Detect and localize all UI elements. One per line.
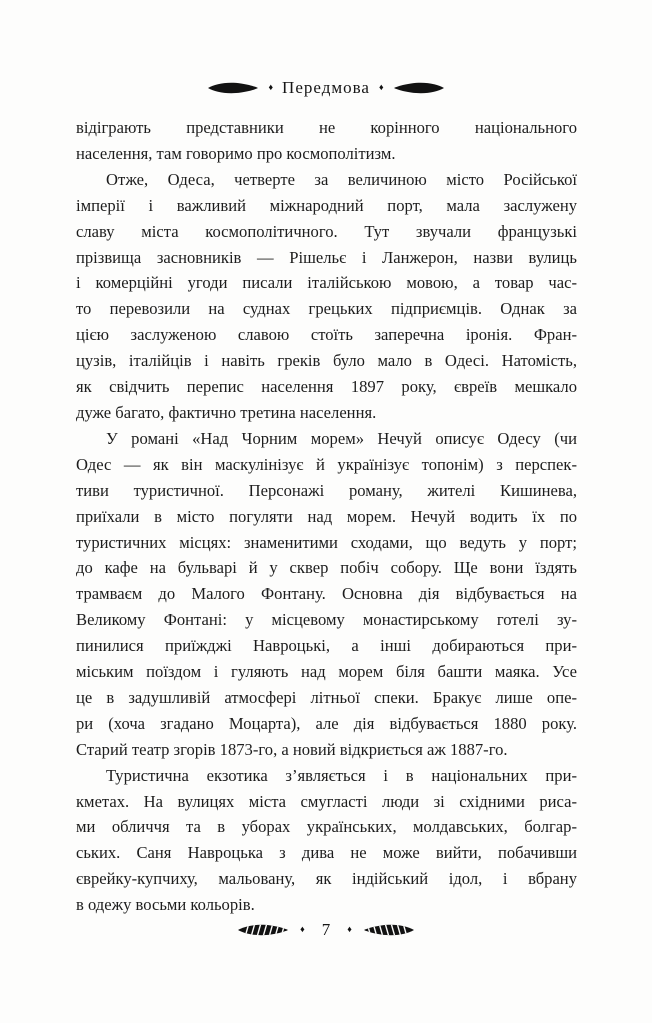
text-line: і комерційні угоди писали італійською мовою, а товар час- (76, 273, 577, 293)
leaf-icon (207, 81, 259, 95)
diamond-ornament: ♦ (347, 923, 352, 934)
text-line: Старий театр згорів 1873-го, а новий відкриється аж 1887-го. (76, 739, 508, 759)
text-line: міським поїздом і гуляють над морем біля башти маяка. Усе (76, 662, 577, 682)
body-text (76, 115, 577, 918)
text-line: Туристична екзотика з’являється і в національних при- (106, 765, 577, 785)
striped-leaf-icon (363, 923, 415, 937)
text-line: пинилися приїжджі Навроцькі, а інші добираються при- (76, 636, 577, 656)
text-line: ських. Саня Навроцька з дива не може вийти, побачивши (76, 843, 577, 863)
striped-leaf-ornament-left (237, 923, 289, 937)
text-line: туристичних місцях: знаменитими сходами, що ведуть у порт; (76, 532, 577, 552)
text-line: єврейку-купчиху, мальовану, як індійський ідол, і вбрану (76, 869, 577, 889)
text-line: як свідчить перепис населення 1897 року, євреїв мешкало (76, 377, 577, 397)
page-header (0, 78, 652, 98)
page-number: 7 (321, 920, 331, 939)
paragraph (76, 763, 577, 918)
striped-leaf-ornament-right (363, 923, 415, 937)
text-line: прізвища засновників — Рішельє і Ланжерон, назви вулиць (76, 247, 577, 267)
striped-leaf-icon (237, 923, 289, 937)
text-line: до кафе на бульварі й у сквер побіч собору. Ще вони їздять (76, 558, 577, 578)
text-line: Отже, Одеса, четверте за величиною місто Російської (106, 169, 577, 189)
text-line: в одежу восьми кольорів. (76, 895, 255, 915)
diamond-ornament: ♦ (378, 81, 384, 92)
text-line: дуже багато, фактично третина населення. (76, 402, 377, 422)
leaf-icon (393, 81, 445, 95)
text-line: тиви туристичної. Персонажі роману, жителі Кишинева, (76, 480, 577, 500)
leaf-ornament-right (393, 81, 445, 95)
paragraph (76, 115, 577, 167)
text-line: відіграють представники не корінного національного (76, 118, 577, 137)
text-line: У романі «Над Чорним морем» Нечуй описує Одесу (чи (106, 428, 577, 448)
text-line: імперії і важливий міжнародний порт, мала заслужену (76, 195, 577, 215)
text-line: славу міста космополітичного. Тут звучали французькі (76, 221, 577, 241)
text-line: Великому Фонтані: у місцевому монастирському готелі зу- (76, 610, 577, 630)
text-line: Одес — як він маскулінізує й українізує топонім) з перспек- (76, 454, 577, 474)
leaf-ornament-left (207, 81, 259, 95)
text-line: ри (хоча згадано Моцарта), але дія відбувається 1880 року. (76, 713, 577, 733)
text-line: цузів, італійців і навіть греків було мало в Одесі. Натомість, (76, 351, 577, 371)
text-line: населення, там говоримо про космополітизм. (76, 143, 396, 163)
diamond-ornament: ♦ (300, 923, 305, 934)
text-line: це в задушливій атмосфері літньої спеки. Бракує лише опе- (76, 687, 577, 707)
paragraph (76, 426, 577, 763)
paragraph (76, 167, 577, 426)
text-line: приїхали в місто погуляти над морем. Нечуй водить їх по (76, 506, 577, 526)
text-line: ми обличчя та в уборах українських, молдавських, болгар- (76, 817, 577, 837)
page-footer (0, 920, 652, 940)
text-line: цією заслуженою славою стоїть заперечна іронія. Фран- (76, 325, 577, 345)
chapter-title: Передмова (282, 78, 370, 97)
text-line: кметах. На вулицях міста смугласті люди зі східними риса- (76, 791, 577, 811)
diamond-ornament: ♦ (268, 81, 274, 92)
text-line: то перевозили на суднах грецьких підприємців. Однак за (76, 299, 577, 319)
text-line: трамваєм до Малого Фонтану. Основна дія відбувається на (76, 584, 577, 604)
